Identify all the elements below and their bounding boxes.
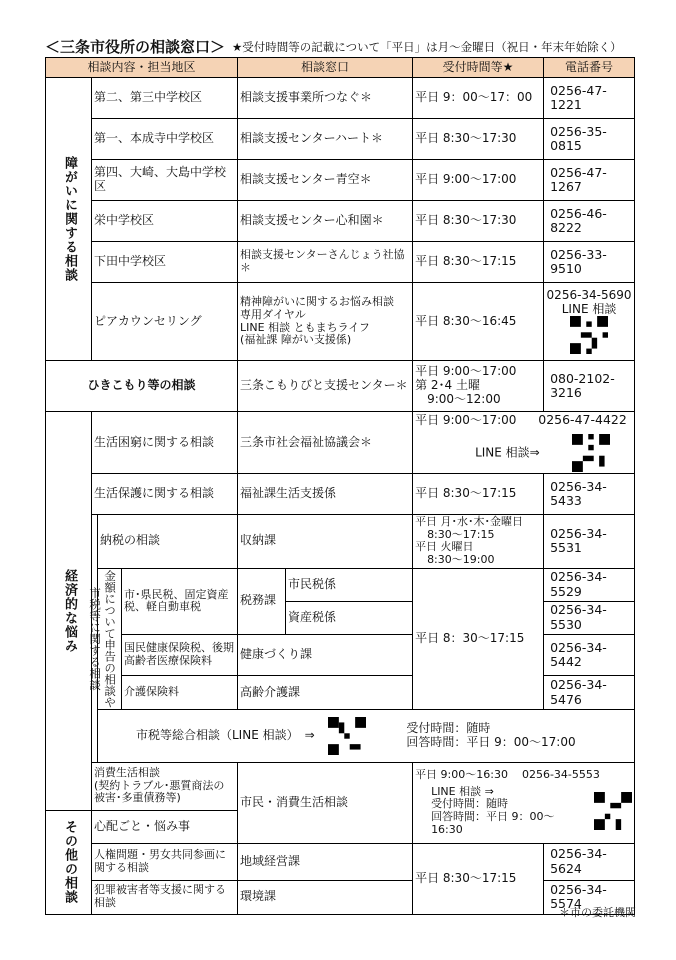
peer-window [238, 283, 413, 361]
qr-code-icon[interactable] [572, 434, 610, 472]
window-cell: 相談支援センター心和園＊ [238, 201, 413, 242]
tax-pay-hours [413, 515, 544, 569]
hours-line: 平日 9:00～17:00 [415, 364, 517, 379]
hours-text: 平日 9:00～17:00 [415, 413, 517, 428]
tax-line-row [98, 709, 635, 762]
phone-cell: 0256-33-9510 [544, 242, 635, 283]
phone-cell: 0256-34-5433 [544, 474, 635, 515]
area-cell: 生活困窮に関する相談 [92, 412, 238, 474]
window-cell: 収納課 [238, 515, 413, 569]
window-cell: 相談支援センター青空＊ [238, 160, 413, 201]
area-cell: 栄中学校区 [92, 201, 238, 242]
window-cell: 高齢介護課 [238, 676, 413, 709]
window-cell: 環境課 [238, 880, 413, 914]
answer-time: 回答時間：平日 9：00～16:30 [431, 809, 555, 836]
line-label: LINE 相談⇒ [475, 445, 540, 460]
hours-line: 9:00～12:00 [427, 391, 501, 406]
window-cell: 税務課 [238, 568, 286, 634]
hours-text: 平日 9:00～16:30 [415, 767, 508, 781]
area-cell: 第一、本成寺中学校区 [92, 119, 238, 160]
area-cell: 下田中学校区 [92, 242, 238, 283]
page-title: ＜三条市役所の相談窓口＞ [45, 38, 226, 56]
phone-cell: 0256-34-5574 [544, 880, 635, 914]
qr-code-icon[interactable] [328, 717, 366, 755]
hours-cell: 平日 9:00～17:00 [413, 160, 544, 201]
area-cell: 生活保護に関する相談 [92, 474, 238, 515]
hiki-hours [413, 361, 544, 412]
tax-line-label: 市税等総合相談（LINE 相談） ⇒ [136, 728, 315, 743]
qr-code-icon[interactable] [570, 316, 608, 354]
phone-cell: 0256-47-1267 [544, 160, 635, 201]
header-area: 相談内容・担当地区 [46, 58, 238, 78]
answer-time: 回答時間：平日 9：00～17:00 [406, 734, 576, 749]
qr-code-icon[interactable] [594, 792, 632, 830]
hours-line: 8:30～17:15 [427, 527, 495, 541]
header-hours: 受付時間等★ [413, 58, 544, 78]
peer-area: ピアカウンセリング [92, 283, 238, 361]
peer-window-line: 専用ダイヤル [240, 307, 306, 321]
area-cell: 人権問題・男女共同参画に関する相談 [92, 843, 238, 880]
footer-note: ＊市の委託機関 [559, 906, 636, 919]
area-cell: 心配ごと・悩み事 [92, 810, 238, 843]
hours-cell: 平日 8:30～17:30 [413, 201, 544, 242]
area-cell: 第四、大崎、大島中学校区 [92, 160, 238, 201]
area-cell: 介護保険料 [122, 676, 238, 709]
peer-window-line: LINE 相談 ともまちライフ [240, 320, 370, 334]
window-cell: 福祉課生活支援係 [238, 474, 413, 515]
hours-line: 第 2･4 土曜 [415, 378, 480, 393]
window-cell: 相談支援センターさんじょう社協＊ [238, 242, 413, 283]
line-label: LINE 相談 [561, 301, 617, 316]
line-label: LINE 相談 ⇒ [431, 784, 494, 798]
area-line: (契約トラブル･悪質商法の被害･多重債務等) [94, 778, 225, 805]
hours-cell: 平日 8：30～17:15 [413, 568, 544, 709]
phone-cell: 0256-47-1221 [544, 78, 635, 119]
window-cell: 三条市社会福祉協議会＊ [238, 412, 413, 474]
category-tax: 市税等に関する相談 [92, 515, 98, 763]
consumer-contact [413, 762, 635, 843]
phone-cell: 0256-34-5529 [544, 568, 635, 601]
header-phone: 電話番号 [544, 58, 635, 78]
phone-cell: 0256-34-5530 [544, 601, 635, 634]
window-cell: 三条こもりびと支援センター＊ [238, 361, 413, 412]
peer-window-line: 精神障がいに関するお悩み相談 [240, 295, 395, 309]
category-economic: 経済的な悩み [46, 412, 92, 811]
window-cell: 相談支援センターハート＊ [238, 119, 413, 160]
phone-cell: 080-2102-3216 [544, 361, 635, 412]
area-cell: 犯罪被害者等支援に関する相談 [92, 880, 238, 914]
category-other: その他の相談 [46, 810, 92, 914]
hours-cell: 平日 8:30～17:15 [413, 474, 544, 515]
hours-cell: 平日 8:30～17:30 [413, 119, 544, 160]
hours-line: 8:30～19:00 [427, 552, 495, 566]
area-cell: 市･県民税、固定資産税、軽自動車税 [122, 568, 238, 634]
reception-time: 受付時間：随時 [406, 720, 491, 735]
window-cell: 健康づくり課 [238, 634, 413, 676]
phone-cell: 0256-34-5476 [544, 676, 635, 709]
window-cell: 地域経営課 [238, 843, 413, 880]
phone-number: 0256-34-5553 [521, 767, 600, 781]
category-disability: 障がいに関する相談 [46, 78, 92, 361]
hours-cell: 平日 8:30～16:45 [413, 283, 544, 361]
category-amount: 金額について申告の相談や [98, 568, 122, 709]
peer-window-line: (福祉課 障がい支援係) [240, 333, 352, 347]
area-cell: 第二、第三中学校区 [92, 78, 238, 119]
hours-line: 平日 火曜日 [415, 540, 474, 554]
peer-phone-cell [544, 283, 635, 361]
reception-time: 受付時間：随時 [431, 797, 509, 811]
consumer-area [92, 762, 238, 810]
hours-cell: 平日 9：00～17：00 [413, 78, 544, 119]
phone-number: 0256-47-4422 [538, 412, 627, 428]
area-line: 消費生活相談 [94, 766, 160, 780]
phone-cell: 0256-35-0815 [544, 119, 635, 160]
window-cell: 市民・消費生活相談 [238, 762, 413, 843]
window-subcell: 市民税係 [286, 568, 413, 601]
header-window: 相談窓口 [238, 58, 413, 78]
phone-cell: 0256-46-8222 [544, 201, 635, 242]
phone-cell: 0256-34-5624 [544, 843, 635, 880]
phone-cell: 0256-34-5531 [544, 515, 635, 569]
consultation-table [45, 57, 635, 915]
poverty-contact [413, 412, 635, 474]
area-cell: 国民健康保険税、後期高齢者医療保険料 [122, 634, 238, 676]
category-hikikomori: ひきこもり等の相談 [46, 361, 238, 412]
hours-cell: 平日 8:30～17:15 [413, 843, 544, 914]
hours-cell: 平日 8:30～17:15 [413, 242, 544, 283]
phone-cell: 0256-34-5442 [544, 634, 635, 676]
area-cell: 納税の相談 [98, 515, 238, 569]
hours-note: ★受付時間等の記載について「平日」は月～金曜日（祝日・年末年始除く） [232, 40, 622, 54]
window-subcell: 資産税係 [286, 601, 413, 634]
phone-number: 0256-34-5690 [546, 287, 632, 302]
hours-line: 平日 月･水･木･金曜日 [415, 515, 524, 528]
window-cell: 相談支援事業所つなぐ＊ [238, 78, 413, 119]
